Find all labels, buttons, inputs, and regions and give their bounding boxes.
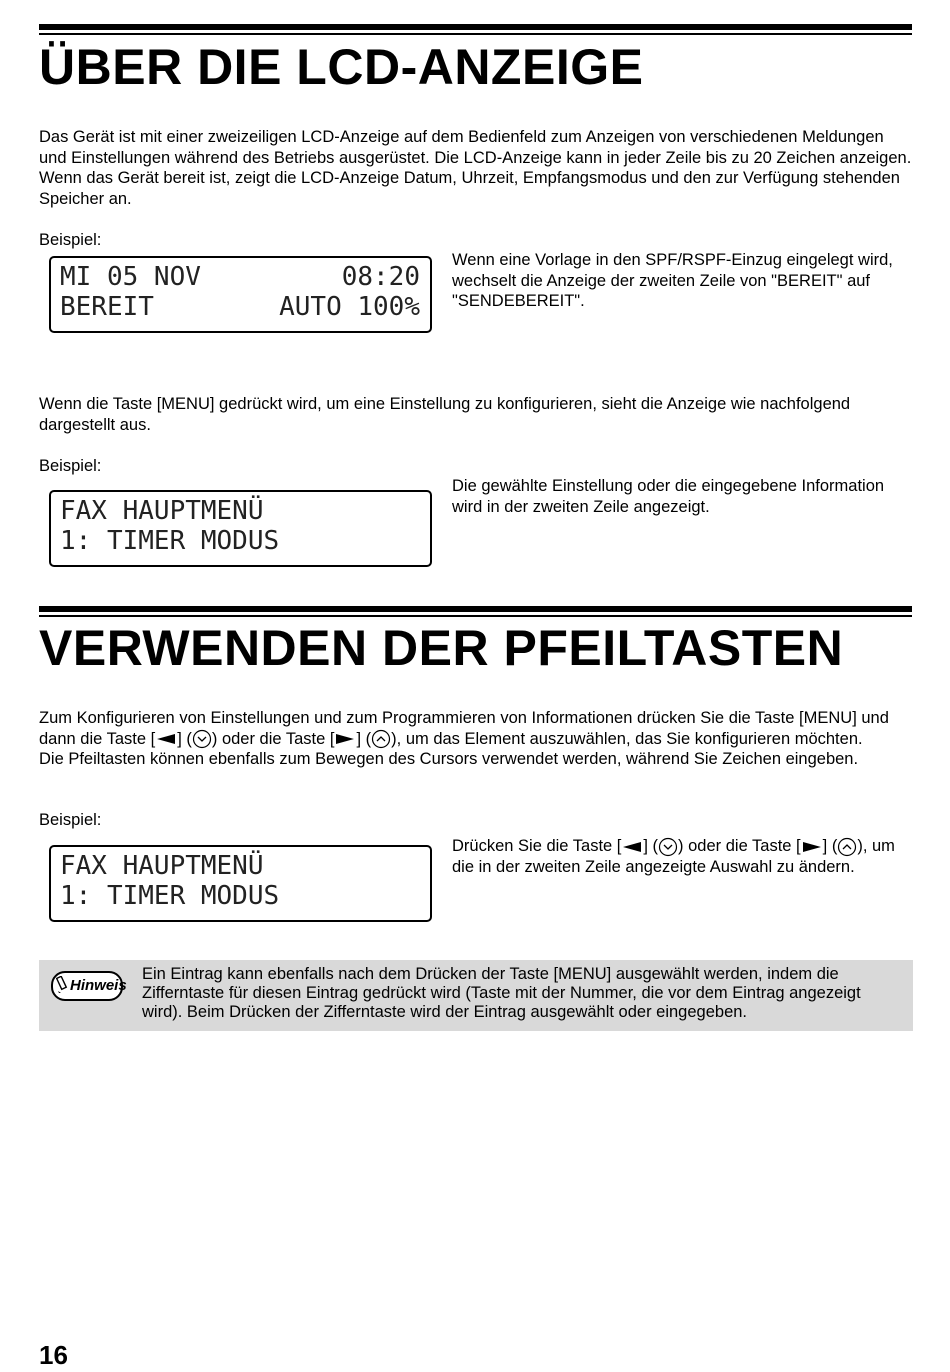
example-label: Beispiel:: [39, 811, 102, 829]
lcd-menu-title: FAX HAUPTMENÜ: [60, 496, 264, 526]
text-run: ), um das Element auszuwählen, das Sie konfigurieren möchten.: [391, 729, 863, 748]
lcd-line-1: [60, 851, 420, 881]
up-chevron-key-icon: [371, 729, 391, 749]
lcd-line-2: [60, 526, 420, 556]
section-title-arrows: VERWENDEN DER PFEILTASTEN: [39, 620, 844, 676]
note-box: [39, 960, 913, 1031]
section-rule: [39, 24, 912, 35]
lcd-line-2: [60, 881, 420, 911]
section-rule: [39, 606, 912, 617]
up-chevron-key-icon: [837, 837, 857, 857]
down-chevron-key-icon: [192, 729, 212, 749]
note-badge-label: Hinweis: [70, 977, 127, 994]
right-arrow-key-icon: [336, 734, 354, 744]
intro-text: Das Gerät ist mit einer zweizeiligen LCD-Anzeige auf dem Bedienfeld zum Anzeigen von verschiedenen Meldungen und Einstellungen während des Betriebs ausgerüstet. Die LCD-Anzeige kann in jeder Zeile bis zu 20 Zeichen anzeigen. Wenn das Gerät bereit ist, zeigt die LCD-Anzeige Datum, Uhrzeit, Empfangsmodus und den zur Verfügung stehenden Speicher an.: [39, 128, 912, 208]
lcd-display-ready: [49, 256, 432, 333]
right-arrow-key-icon: [803, 842, 821, 852]
note-text: Ein Eintrag kann ebenfalls nach dem Drücken der Taste [MENU] ausgewählt werden, indem die Zifferntaste für diesen Eintrag gedrückt wird (Taste mit der Nummer, die vor dem Eintrag angezeigt wird). Beim Drücken der Zifferntaste wird der Eintrag ausgewählt oder eingegeben.: [142, 965, 861, 1021]
text-run: ] (: [177, 729, 192, 748]
lcd-line-2: [60, 292, 420, 322]
text-run: ), um die in der zweiten Zeile angezeigte Auswahl zu ändern.: [452, 837, 895, 876]
page-number: 16: [39, 1340, 68, 1370]
intro-paragraph: [39, 127, 914, 209]
text-run: Drücken Sie die Taste [: [452, 837, 622, 855]
lcd-line-1: [60, 496, 420, 526]
text-run: ) oder die Taste [: [678, 837, 801, 855]
lcd-menu-title: FAX HAUPTMENÜ: [60, 851, 264, 881]
example2-note: Die gewählte Einstellung oder die eingegebene Information wird in der zweiten Zeile angezeigt.: [452, 477, 885, 516]
lcd-line-1: [60, 262, 420, 292]
text-run: ] (: [822, 837, 838, 855]
lcd-menu-item: 1: TIMER MODUS: [60, 526, 280, 556]
lcd-time: 08:20: [341, 262, 420, 292]
pencil-icon: [56, 976, 70, 994]
text-run: ] (: [643, 837, 659, 855]
text-run: ] (: [356, 729, 372, 748]
down-chevron-key-icon: [658, 837, 678, 857]
lcd-display-menu: [49, 490, 432, 567]
menu-paragraph: [39, 394, 914, 435]
arrows-text-1: [39, 708, 914, 749]
text-run: ) oder die Taste [: [211, 729, 335, 748]
example-label: Beispiel:: [39, 457, 102, 475]
left-arrow-key-icon: [157, 734, 175, 744]
lcd-menu-item: 1: TIMER MODUS: [60, 881, 280, 911]
example1-note: Wenn eine Vorlage in den SPF/RSPF-Einzug eingelegt wird, wechselt die Anzeige der zweiten Zeile von "BEREIT" auf "SENDEBEREIT".: [452, 251, 893, 310]
example3-note: [452, 836, 917, 877]
left-arrow-key-icon: [623, 842, 641, 852]
lcd-mode-memory: AUTO 100%: [279, 292, 420, 322]
note-badge: [51, 971, 127, 1001]
lcd-status: BEREIT: [60, 292, 154, 322]
arrows-paragraph: [39, 708, 914, 770]
arrows-text-2: Die Pfeiltasten können ebenfalls zum Bewegen des Cursors verwendet werden, während Sie Zeichen eingeben.: [39, 750, 859, 769]
menu-text: Wenn die Taste [MENU] gedrückt wird, um eine Einstellung zu konfigurieren, sieht die Anzeige wie nachfolgend dargestellt aus.: [39, 395, 851, 434]
text-run: Zum Konfigurieren von Einstellungen und zum Programmieren von Informationen drücken Sie die Taste [MENU] und dann die Taste [: [39, 709, 889, 748]
section-title-lcd: ÜBER DIE LCD-ANZEIGE: [39, 39, 644, 95]
lcd-date: MI 05 NOV: [60, 262, 201, 292]
example-label: Beispiel:: [39, 231, 102, 249]
lcd-display-menu: [49, 845, 432, 922]
